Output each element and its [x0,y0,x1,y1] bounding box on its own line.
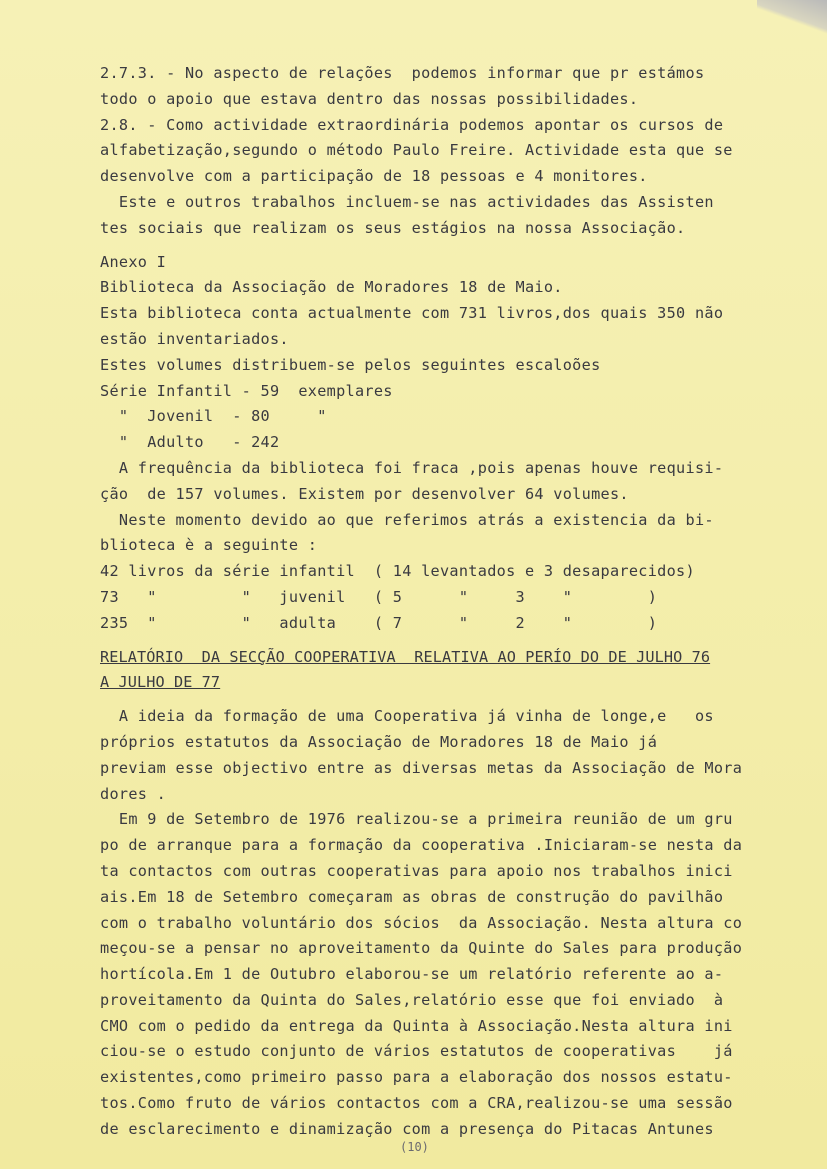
text-line: 2.8. - Como actividade extraordinária podemos apontar os cursos de [100,115,724,134]
text-line: A ideia da formação de uma Cooperativa já vinha de longe,e os [100,707,714,726]
text-line: ta contactos com outras cooperativas para apoio nos trabalhos inici [100,861,733,880]
text-line: " Adulto - 242 [100,433,280,452]
text-line: ção de 157 volumes. Existem por desenvolver 64 volumes. [100,484,629,503]
text-line: todo o apoio que estava dentro das nossas possibilidades. [100,89,639,108]
text-line: Estes volumes distribuem-se pelos seguintes escaloões [100,355,601,374]
text-line: 73 " " juvenil ( 5 " 3 " ) [100,587,658,606]
text-line: com o trabalho voluntário dos sócios da Associação. Nesta altura co [100,913,743,932]
text-line: ciou-se o estudo conjunto de vários estatutos de cooperativas já [100,1042,733,1061]
paragraph-gap [100,637,772,645]
text-line: 42 livros da série infantil ( 14 levantados e 3 desaparecidos) [100,562,695,581]
text-line: hortícola.Em 1 de Outubro elaborou-se um relatório referente ao a- [100,965,724,984]
text-line: alfabetização,segundo o método Paulo Freire. Actividade esta que se [100,141,733,160]
page-number: (10) [400,1140,429,1154]
paragraph [100,61,772,242]
text-line: 2.7.3. - No aspecto de relações podemos informar que pr estámos [100,64,705,82]
text-line: po de arranque para a formação da cooperativa .Iniciaram-se nesta da [100,836,743,855]
text-line: Série Infantil - 59 exemplares [100,381,393,400]
text-line: A JULHO DE 77 [100,673,221,692]
text-line: próprios estatutos da Associação de Moradores 18 de Maio já [100,732,658,751]
paragraph-gap [100,242,772,250]
text-line: Este e outros trabalhos incluem-se nas actividades das Assisten [100,192,714,211]
text-line: CMO com o pedido da entrega da Quinta à Associação.Nesta altura ini [100,1016,733,1035]
text-line: RELATÓRIO DA SECÇÃO COOPERATIVA RELATIVA AO PERÍO DO DE JULHO 76 [100,647,711,666]
text-line: A frequência da biblioteca foi fraca ,pois apenas houve requisi- [100,458,724,477]
text-line: " Jovenil - 80 " [100,407,327,426]
text-line: blioteca è a seguinte : [100,536,318,555]
folded-corner [757,0,827,40]
text-line: desenvolve com a participação de 18 pessoas e 4 monitores. [100,167,648,186]
text-line: de esclarecimento e dinamização com a presença do Pitacas Antunes [100,1119,714,1138]
document-body [100,61,772,1143]
text-line: 235 " " adulta ( 7 " 2 " ) [100,613,658,632]
text-line: Neste momento devido ao que referimos atrás a existencia da bi- [100,510,714,529]
text-line: Biblioteca da Associação de Moradores 18 de Maio. [100,278,563,297]
text-line: dores . [100,784,167,803]
text-line: tos.Como fruto de vários contactos com a CRA,realizou-se uma sessão [100,1094,733,1113]
text-line: ais.Em 18 de Setembro começaram as obras de construção do pavilhão [100,887,724,906]
section-heading [100,645,772,697]
text-line: Em 9 de Setembro de 1976 realizou-se a primeira reunião de um gru [100,810,733,829]
text-line: Esta biblioteca conta actualmente com 731 livros,dos quais 350 não [100,304,724,323]
text-line: existentes,como primeiro passo para a elaboração dos nossos estatu- [100,1068,733,1087]
text-line: previam esse objectivo entre as diversas metas da Associação de Mora [100,758,743,777]
paragraph-gap [100,696,772,704]
text-line: estão inventariados. [100,329,289,348]
text-line: proveitamento da Quinta do Sales,relatório esse que foi enviado à [100,990,724,1009]
text-line: tes sociais que realizam os seus estágios na nossa Associação. [100,218,686,237]
text-line: Anexo I [100,252,167,271]
text-line: meçou-se a pensar no aproveitamento da Quinte do Sales para produção [100,939,743,958]
paragraph [100,704,772,1143]
paragraph [100,250,772,637]
